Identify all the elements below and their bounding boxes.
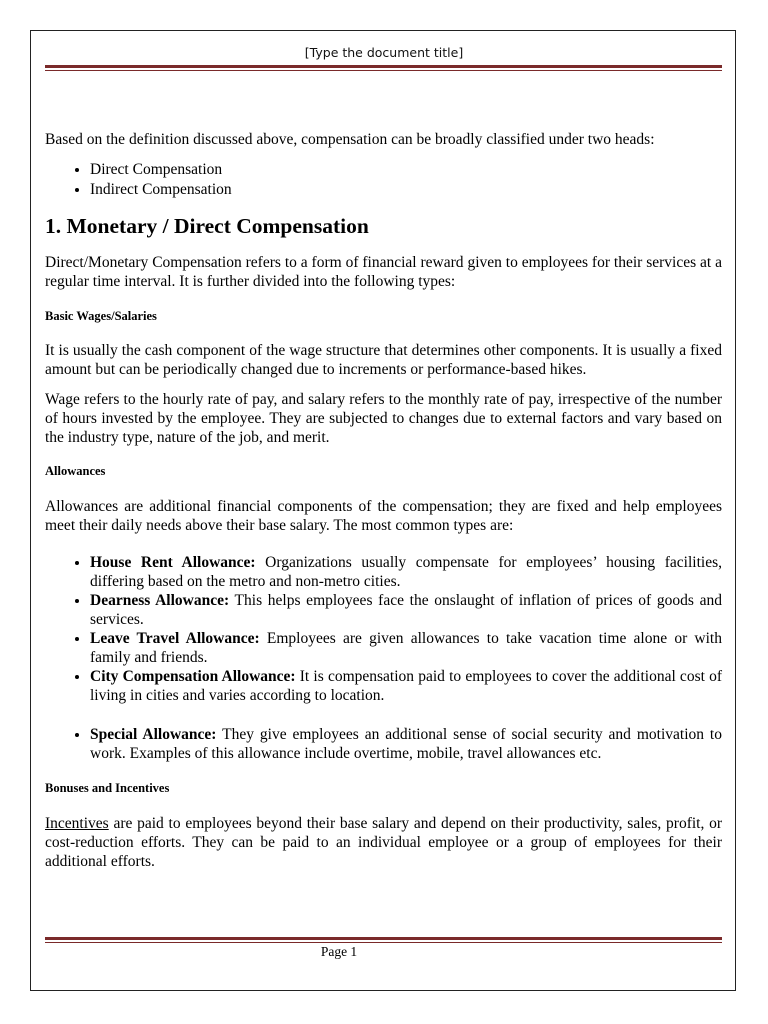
allowance-term: City Compensation Allowance: [90,668,296,685]
header-title: [Type the document title] [304,45,464,60]
header-rule [45,65,722,71]
paragraph: Allowances are additional financial components of the compensation; they are fixed and help employees meet their daily needs above their base salary. The most common types are: [45,498,722,534]
paragraph [45,814,722,871]
list-item: • Indirect Compensation [90,180,722,200]
paragraph: It is usually the cash component of the wage structure that determines other components. It is usually a fixed amount but can be periodically changed due to increments or performance-based hikes. [45,342,722,378]
allowance-text: It is compensation paid to employees to cover the additional cost of living in cities and varies according to location. [90,668,723,704]
allowance-term: Dearness Allowance: [90,592,230,609]
document-body [45,130,722,871]
heads-list [45,160,722,199]
allowance-text: Employees are given allowances to take vacation time alone or with family and friends. [90,630,722,666]
page-number: Page 1 [320,944,358,959]
allowance-term: Special Allowance: [90,726,217,743]
subheading-bonuses: Bonuses and Incentives [45,781,170,795]
list-item [90,725,722,763]
list-item [90,667,722,705]
subheading-allowances: Allowances [45,464,106,478]
allowance-text: Organizations usually compensate for employees’ housing facilities, differing based on the metro and non-metro cities. [90,554,722,590]
list-item [90,629,722,667]
section-heading: 1. Monetary / Direct Compensation [45,214,369,238]
paragraph: Wage refers to the hourly rate of pay, and salary refers to the monthly rate of pay, irrespective of the number of hours invested by the employee. They are subjected to changes due to external factors and vary based on the industry type, nature of the job, and merit. [45,391,722,446]
allowance-text: This helps employees face the onslaught of inflation of prices of goods and services. [90,592,722,628]
section-description: Direct/Monetary Compensation refers to a form of financial reward given to employees for their services at a regular time interval. It is further divided into the following types: [45,254,722,290]
allowance-term: Leave Travel Allowance: [90,630,260,647]
allowance-list [45,553,722,763]
paragraph-text: are paid to employees beyond their base salary and depend on their productivity, sales, profit, or cost-reduction efforts. They can be paid to an individual employee or a group of employees for their additional efforts. [45,815,722,870]
subheading-basic-wages: Basic Wages/Salaries [45,309,157,323]
list-item [90,553,722,591]
incentives-link[interactable]: Incentives [45,815,109,832]
intro-paragraph: Based on the definition discussed above, compensation can be broadly classified under two heads: [45,131,655,148]
allowance-text: They give employees an additional sense of social security and motivation to work. Examples of this allowance include overtime, mobile, travel allowances etc. [90,726,722,762]
list-item: • Direct Compensation [90,160,722,180]
list-item [90,591,722,629]
footer-rule [45,937,722,943]
allowance-term: House Rent Allowance: [90,554,256,571]
